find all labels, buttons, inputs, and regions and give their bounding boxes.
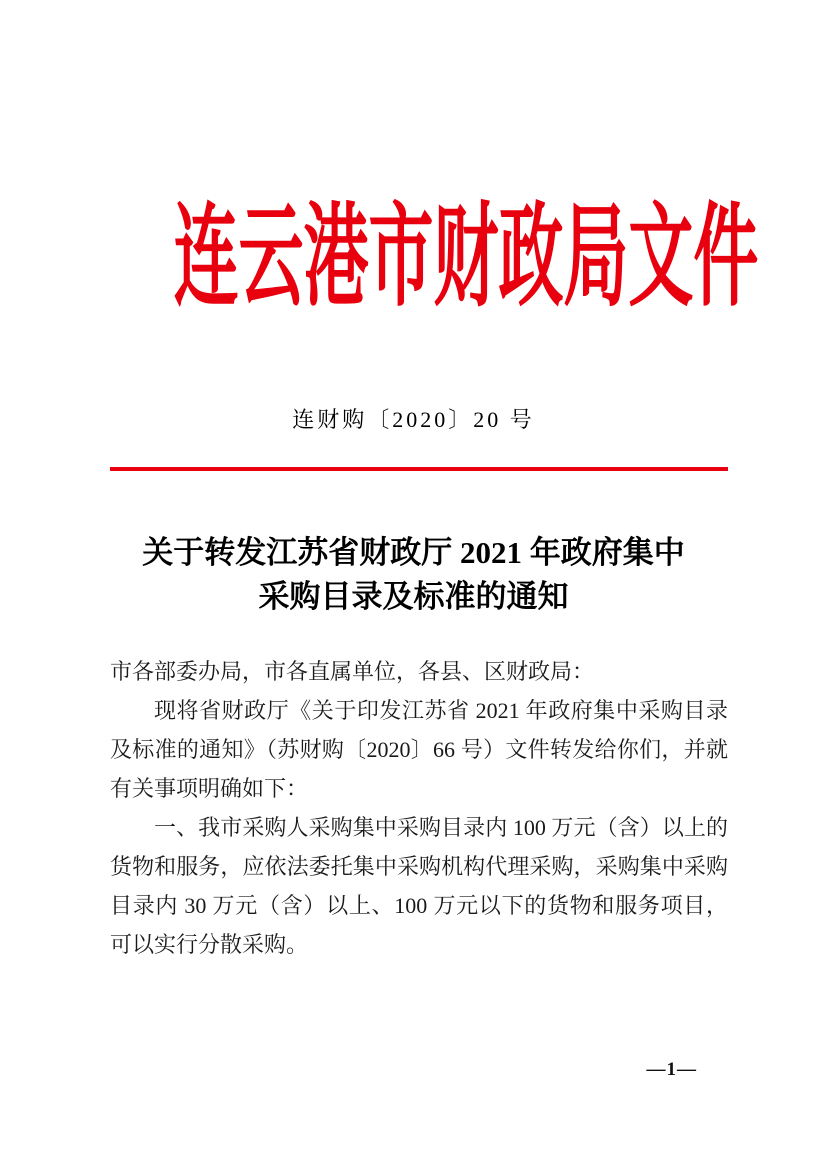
body-paragraph-2: 一、我市采购人采购集中采购目录内 100 万元（含）以上的货物和服务，应依法委托集中采购机构代理采购，采购集中采购目录内 30 万元（含）以上、100 万元以下的货物和服务项目，可以实行分散采购。 xyxy=(110,815,728,957)
document-title xyxy=(0,531,827,619)
document-number: 连财购〔2020〕20 号 xyxy=(292,407,535,432)
document-title-line2: 采购目录及标准的通知 xyxy=(258,579,569,614)
document-body xyxy=(110,652,728,964)
body-paragraph-1: 现将省财政厅《关于印发江苏省 2021 年政府集中采购目录及标准的通知》（苏财购〔2020〕66 号）文件转发给你们，并就有关事项明确如下： xyxy=(110,698,728,801)
document-title-line1: 关于转发江苏省财政厅 2021 年政府集中 xyxy=(142,535,685,570)
page-number: —1— xyxy=(646,1059,697,1080)
agency-banner-title: 连云港市财政局文件 xyxy=(173,196,759,320)
red-divider-line xyxy=(110,467,728,471)
salutation-line: 市各部委办局，市各直属单位，各县、区财政局： xyxy=(110,659,595,684)
